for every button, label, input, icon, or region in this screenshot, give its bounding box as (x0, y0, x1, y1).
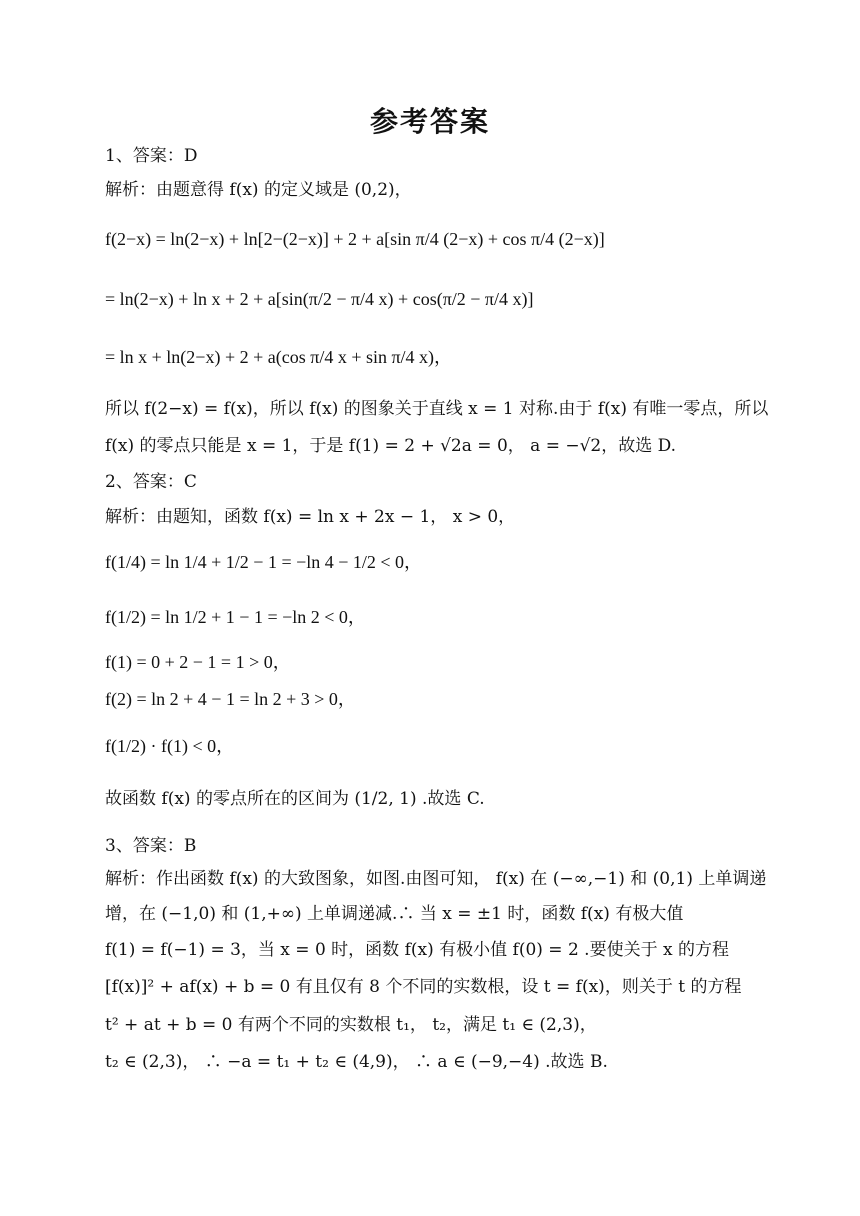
q1-equation-line: = ln x + ln(2−x) + 2 + a(cos π/4 x + sin π/4 x)， (105, 347, 453, 367)
q2-equation-line: f(1/2) · f(1) < 0， (105, 736, 235, 756)
q2-equation-line: f(1/2) = ln 1/2 + 1 − 1 = −ln 2 < 0， (105, 607, 366, 627)
q1-analysis-line: 解析：由题意得 f(x) 的定义域是 (0,2)， (105, 180, 412, 200)
q3-analysis-line: f(1) = f(−1) = 3，当 x = 0 时，函数 f(x) 有极小值 f(0) = 2 .要使关于 x 的方程 (105, 940, 729, 960)
q3-analysis-line: t² + at + b = 0 有两个不同的实数根 t₁， t₂，满足 t₁ ∈ (2,3)， (105, 1015, 597, 1035)
q2-equation-line: f(2) = ln 2 + 4 − 1 = ln 2 + 3 > 0， (105, 689, 356, 709)
q3-analysis-line: 增，在 (−1,0) 和 (1,+∞) 上单调递减.∴ 当 x = ±1 时，函数 f(x) 有极大值 (105, 904, 684, 924)
q2-equation-line: f(1) = 0 + 2 − 1 = 1 > 0， (105, 652, 291, 672)
q3-analysis-line: t₂ ∈ (2,3)， ∴ −a = t₁ + t₂ ∈ (4,9)， ∴ a ∈ (−9,−4) .故选 B. (105, 1052, 608, 1072)
q1-equation-line: f(2−x) = ln(2−x) + ln[2−(2−x)] + 2 + a[sin π/4 (2−x) + cos π/4 (2−x)] (105, 229, 605, 249)
page-title: 参考答案 (369, 105, 490, 138)
q2-answer-heading: 2、答案：C (105, 472, 197, 492)
q2-analysis-line: 故函数 f(x) 的零点所在的区间为 (1/2, 1) .故选 C. (105, 789, 485, 809)
q1-analysis-line: 所以 f(2−x) = f(x)，所以 f(x) 的图象关于直线 x = 1 对称.由于 f(x) 有唯一零点，所以 (105, 399, 769, 419)
q3-analysis-line: 解析：作出函数 f(x) 的大致图象，如图.由图可知， f(x) 在 (−∞,−1) 和 (0,1) 上单调递 (105, 869, 767, 889)
q1-analysis-line: f(x) 的零点只能是 x = 1，于是 f(1) = 2 + √2a = 0， a = −√2，故选 D. (105, 436, 677, 456)
q2-equation-line: f(1/4) = ln 1/4 + 1/2 − 1 = −ln 4 − 1/2 < 0， (105, 552, 423, 572)
q3-answer-heading: 3、答案：B (105, 836, 197, 856)
q1-answer-heading: 1、答案：D (105, 146, 198, 166)
q2-analysis-line: 解析：由题知，函数 f(x) = ln x + 2x − 1， x > 0， (105, 507, 516, 527)
q3-analysis-line: [f(x)]² + af(x) + b = 0 有且仅有 8 个不同的实数根，设 t = f(x)，则关于 t 的方程 (105, 977, 742, 997)
q1-equation-line: = ln(2−x) + ln x + 2 + a[sin(π/2 − π/4 x) + cos(π/2 − π/4 x)] (105, 289, 534, 309)
